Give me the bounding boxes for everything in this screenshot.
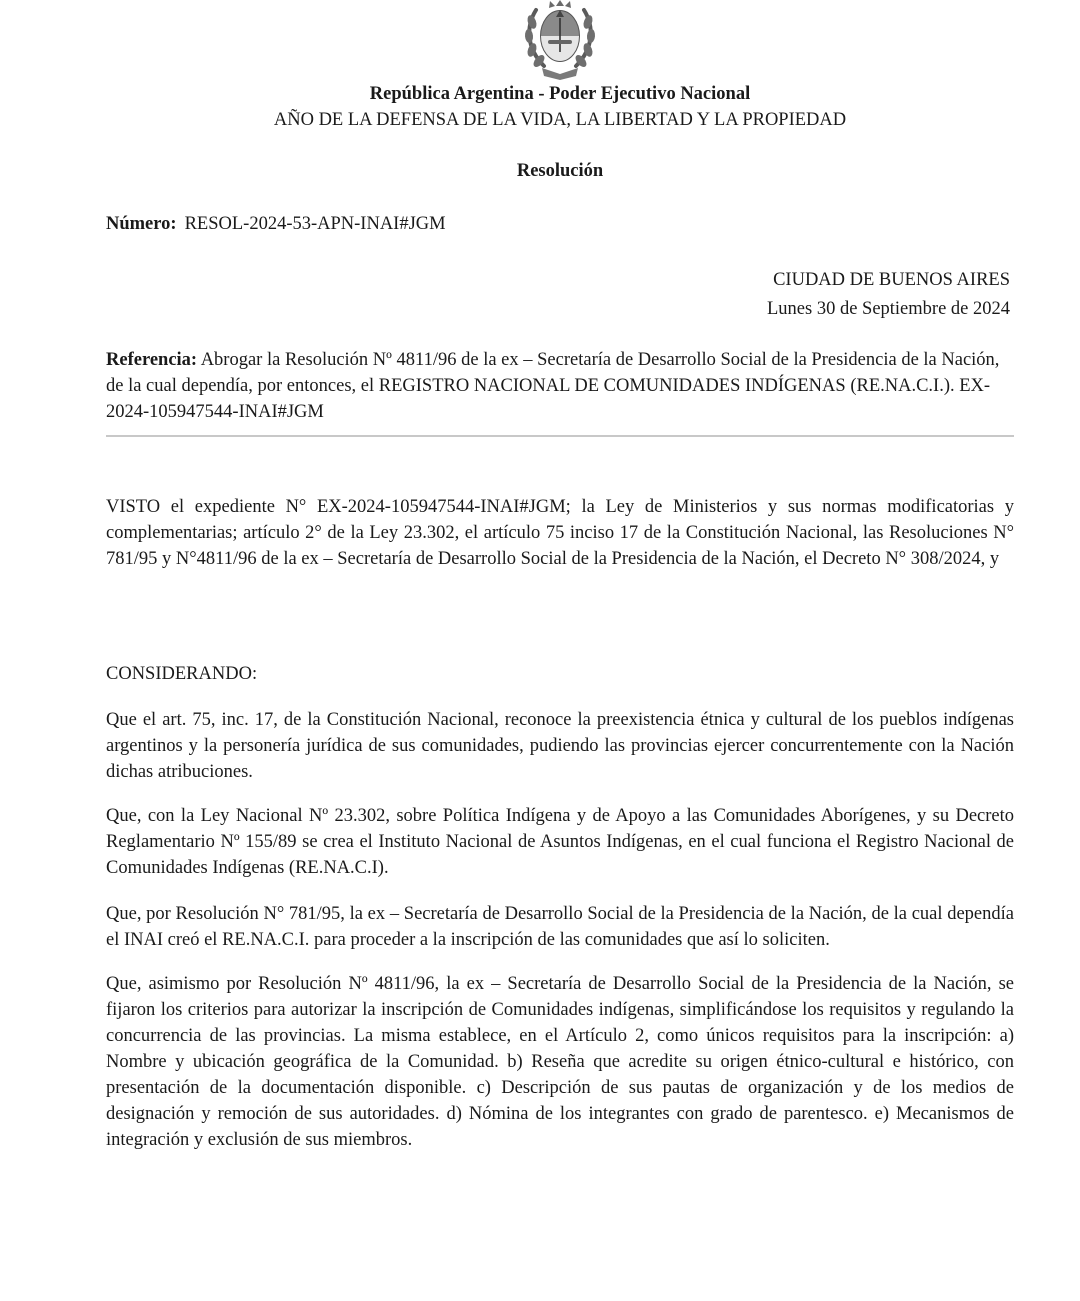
document-number-label: Número: [106,214,177,234]
national-seal-icon [520,0,600,82]
considerando-paragraph-1: Que el art. 75, inc. 17, de la Constitución Nacional, reconoce la preexistencia étnica y cultural de los pueblos indígenas argentinos y la personería jurídica de sus comunidades, pudiendo las provincias ejercer concurrentemente con la Nación dichas atribuciones. [106,710,1014,782]
reference-text: Abrogar la Resolución Nº 4811/96 de la ex – Secretaría de Desarrollo Social de la Presidencia de la Nación, de la cual dependía, por entonces, el REGISTRO NACIONAL DE COMUNIDADES INDÍGENAS (RE.NA.C.I.). EX-2024-105947544-INAI#JGM [106,350,1000,422]
document-reference [106,347,1014,425]
reference-label: Referencia: [106,350,198,370]
considerando-paragraph-4: Que, asimismo por Resolución Nº 4811/96, la ex – Secretaría de Desarrollo Social de la Presidencia de la Nación, se fijaron los criterios para autorizar la inscripción de Comunidades indígenas, simplificándose los requisitos y regulando la concurrencia de las provincias. La misma establece, en el Artículo 2, como únicos requisitos para la inscripción: a) Nombre y ubicación geográfica de la Comunidad. b) Reseña que acredite su origen étnico-cultural e histórico, con presentación de la documentación disponible. c) Descripción de sus pautas de organización y de los medios de designación y remoción de sus autoridades. d) Nómina de los integrantes con grado de parentesco. e) Mecanismos de integración y exclusión de sus miembros. [106,974,1014,1150]
considerando-paragraph-3: Que, por Resolución N° 781/95, la ex – Secretaría de Desarrollo Social de la Presidencia de la Nación, de la cual dependía el INAI creó el RE.NA.C.I. para proceder a la inscripción de las comunidades que así lo soliciten. [106,904,1014,950]
considerando-paragraph-2: Que, con la Ley Nacional Nº 23.302, sobre Política Indígena y de Apoyo a las Comunidades Aborígenes, y su Decreto Reglamentario Nº 155/89 se crea el Instituto Nacional de Asuntos Indígenas, en el cual funciona el Registro Nacional de Comunidades Indígenas (RE.NA.C.I). [106,806,1014,878]
document-date: Lunes 30 de Septiembre de 2024 [766,299,1010,319]
header-title: República Argentina - Poder Ejecutivo Nacional [369,84,751,104]
document-number [106,211,446,237]
divider [106,435,1014,437]
document-number-value: RESOL-2024-53-APN-INAI#JGM [184,214,446,234]
considerando-heading: CONSIDERANDO: [106,664,258,684]
header-year-motto: AÑO DE LA DEFENSA DE LA VIDA, LA LIBERTAD Y LA PROPIEDAD [273,110,847,130]
document-place: CIUDAD DE BUENOS AIRES [773,270,1010,290]
document-type: Resolución [516,161,604,181]
visto-paragraph: VISTO el expediente N° EX-2024-105947544-INAI#JGM; la Ley de Ministerios y sus normas modificatorias y complementarias; artículo 2° de la Ley 23.302, el artículo 75 inciso 17 de la Constitución Nacional, las Resoluciones N° 781/95 y N°4811/96 de la ex – Secretaría de Desarrollo Social de la Presidencia de la Nación, el Decreto N° 308/2024, y [106,497,1014,569]
